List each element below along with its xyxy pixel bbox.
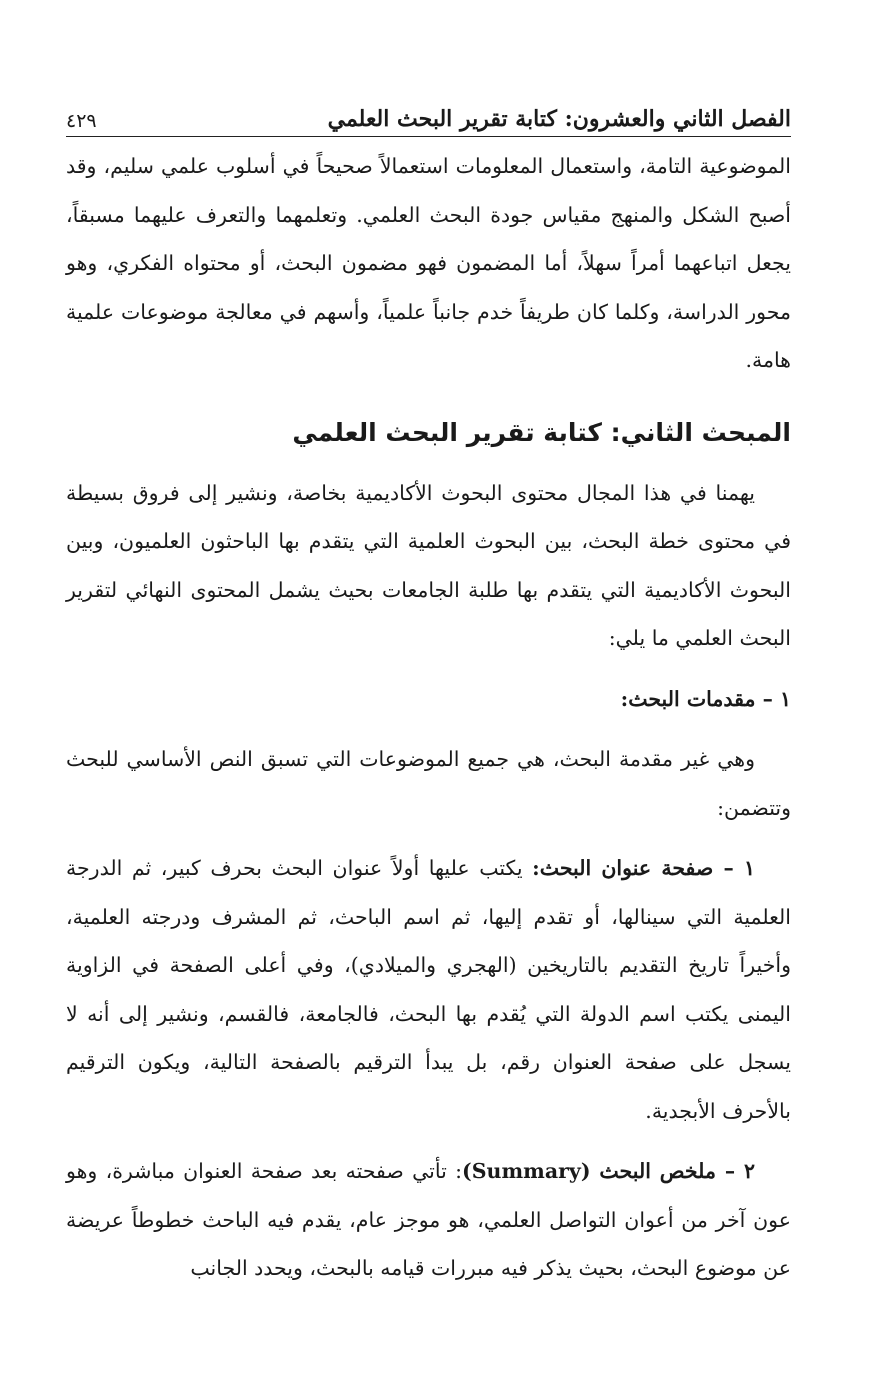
page-number: ٤٢٩ xyxy=(66,110,97,132)
section-heading: المبحث الثاني: كتابة تقرير البحث العلمي xyxy=(292,417,791,447)
page-body xyxy=(66,142,791,1293)
item-summary-text: : تأتي صفحته بعد صفحة العنوان مباشرة، وهو عون آخر من أعوان التواصل العلمي، هو موجز عام، يقدم فيه الباحث خطوطاً عريضة عن موضوع البحث، بحيث يذكر فيه مبررات قيامه بالبحث، ويحدد الجانب xyxy=(66,1159,791,1280)
item-summary-term: (Summary) xyxy=(462,1159,600,1183)
item-title-page-text: يكتب عليها أولاً عنوان البحث بحرف كبير، ثم الدرجة العلمية التي سينالها، أو تقدم إليها، ثم اسم الباحث، ثم المشرف ودرجته العلمية، وأخيراً تاريخ التقديم بالتاريخين (الهجري والميلادي)، وفي أعلى الصفحة في الزاوية اليمنى يكتب اسم الدولة التي يُقدم بها البحث، فالجامعة، فالقسم، ونشير إلى أنه لا يسجل على صفحة العنوان رقم، بل يبدأ الترقيم بالصفحة التالية، ويكون الترقيم بالأحرف الأبجدية. xyxy=(66,856,791,1123)
running-title: الفصل الثاني والعشرون: كتابة تقرير البحث العلمي xyxy=(327,106,791,132)
preliminaries-definition-paragraph: وهي غير مقدمة البحث، هي جميع الموضوعات التي تسبق النص الأساسي للبحث وتتضمن: xyxy=(66,747,791,820)
item-title-page-label: ١ – صفحة عنوان البحث: xyxy=(532,856,755,880)
sub-heading-research-preliminaries: ١ – مقدمات البحث: xyxy=(620,686,791,711)
intro-paragraph: الموضوعية التامة، واستعمال المعلومات استعمالاً صحيحاً في أسلوب علمي سليم، وقد أصبح الشكل والمنهج مقياس جودة البحث العلمي. وتعلمهما والتعرف عليهما مسبقاً، يجعل اتباعهما أمراً سهلاً، أما المضمون فهو مضمون البحث، أو محتواه الفكري، وهو محور الدراسة، وكلما كان طريفاً خدم جانباً علمياً، وأسهم في معالجة موضوعات علمية هامة. xyxy=(66,154,791,372)
item-summary-label: ٢ – ملخص البحث xyxy=(599,1159,755,1183)
item-summary xyxy=(66,1147,791,1293)
section-intro-paragraph: يهمنا في هذا المجال محتوى البحوث الأكاديمية بخاصة، ونشير إلى فروق بسيطة في محتوى خطة البحث، بين البحوث العلمية التي يتقدم بها الباحثون العلميون، وبين البحوث الأكاديمية التي يتقدم بها طلبة الجامعات بحيث يشمل المحتوى النهائي لتقرير البحث العلمي ما يلي: xyxy=(66,480,791,650)
item-title-page xyxy=(66,844,791,1135)
page-header xyxy=(66,92,791,137)
